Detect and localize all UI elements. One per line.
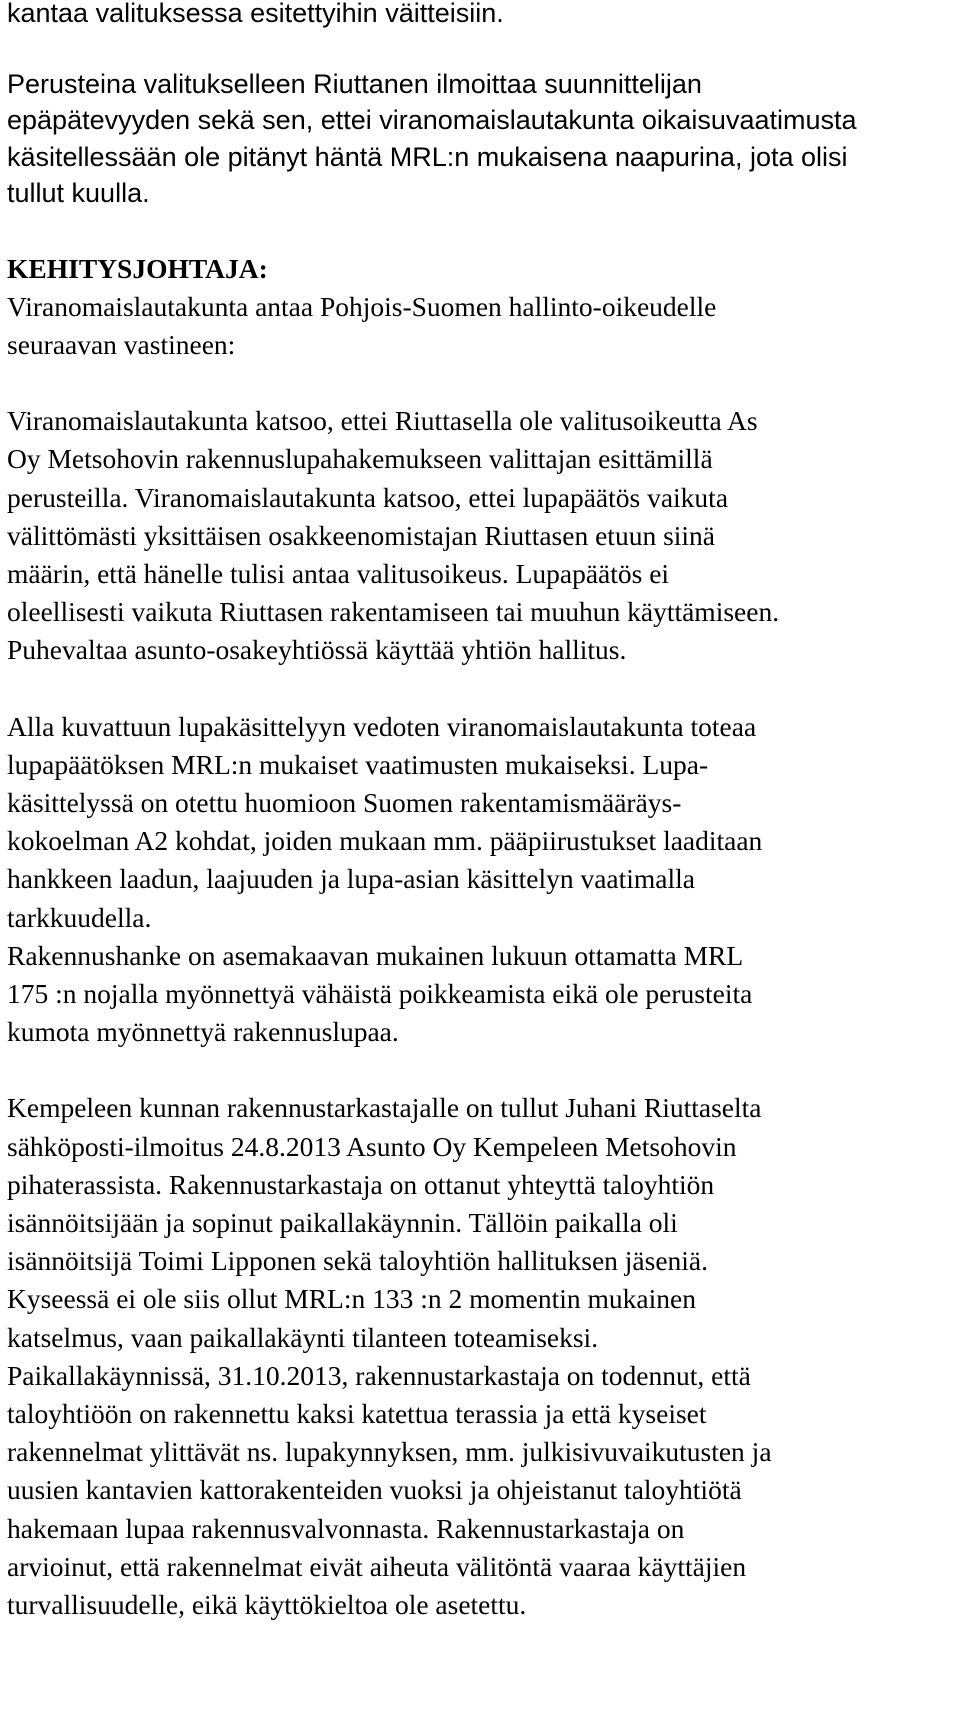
text-line: turvallisuudelle, eikä käyttökieltoa ole asetettu. [7,1589,527,1620]
grounds-paragraph [7,66,952,212]
text-line: Paikallakäynnissä, 31.10.2013, rakennustarkastaja on todennut, että [7,1359,751,1391]
text-line: arvioinut, että rakennelmat eivät aiheuta välitöntä vaaraa käyttäjien [7,1550,747,1582]
text-line: määrin, että hänelle tulisi antaa valitusoikeus. Lupapäätös ei [7,557,670,589]
paragraph-standing [7,402,952,669]
text-line: Rakennushanke on asemakaavan mukainen lukuun ottamatta MRL [7,939,744,971]
text-line: Perusteina valitukselleen Riuttanen ilmoittaa suunnittelijan [7,68,702,99]
text-line: isännöitsijään ja sopinut paikallakäynnin. Tällöin paikalla oli [7,1206,678,1238]
text-line: hankkeen laadun, laajuuden ja lupa-asian käsittelyn vaatimalla [7,863,695,895]
text-line: perusteilla. Viranomaislautakunta katsoo, ettei lupapäätös vaikuta [7,481,729,513]
section-heading: KEHITYSJOHTAJA: [7,252,268,284]
text-line: hakemaan lupaa rakennusvalvonnasta. Rakennustarkastaja on [7,1512,685,1544]
text-line: 175 :n nojalla myönnettyä vähäistä poikkeamista eikä ole perusteita [7,977,753,1009]
text-line: Kempeleen kunnan rakennustarkastajalle on tullut Juhani Riuttaselta [7,1092,762,1124]
text-line: rakennelmat ylittävät ns. lupakynnyksen, mm. julkisivuvaikutusten ja [7,1436,772,1468]
text-line: katselmus, vaan paikallakäynti tilanteen toteamiseksi. [7,1321,599,1353]
text-line: tullut kuulla. [7,178,150,208]
text-line: taloyhtiöön on rakennettu kaksi katettua terassia ja että kyseiset [7,1397,707,1429]
text-line: kantaa valituksessa esitettyihin väitteisiin. [7,0,504,28]
text-line: Alla kuvattuun lupakäsittelyyn vedoten viranomaislautakunta toteaa [7,710,757,742]
text-line: isännöitsijä Toimi Lipponen sekä taloyhtiön hallituksen jäseniä. [7,1245,708,1277]
text-line: sähköposti-ilmoitus 24.8.2013 Asunto Oy Kempeleen Metsohovin [7,1130,737,1162]
intro-paragraph [7,0,952,32]
paragraph-permit-review [7,708,952,1052]
section-statement [7,250,952,365]
text-line: uusien kantavien kattorakenteiden vuoksi ja ohjeistanut taloyhtiötä [7,1474,742,1506]
text-line: kumota myönnettyä rakennuslupaa. [7,1016,399,1048]
text-line: seuraavan vastineen: [7,328,236,360]
text-line: välittömästi yksittäisen osakkeenomistajan Riuttasen etuun siinä [7,519,716,551]
text-line: Oy Metsohovin rakennuslupahakemukseen valittajan esittämillä [7,443,713,475]
text-line: Viranomaislautakunta antaa Pohjois-Suomen hallinto-oikeudelle [7,290,717,322]
text-line: tarkkuudella. [7,901,152,933]
text-line: pihaterassista. Rakennustarkastaja on ottanut yhteyttä taloyhtiön [7,1168,715,1200]
text-line: oleellisesti vaikuta Riuttasen rakentamiseen tai muuhun käyttämiseen. [7,596,780,628]
text-line: Kyseessä ei ole siis ollut MRL:n 133 :n 2 momentin mukainen [7,1283,696,1315]
text-line: kokoelman A2 kohdat, joiden mukaan mm. pääpiirustukset laaditaan [7,825,763,857]
text-line: lupapäätöksen MRL:n mukaiset vaatimusten mukaiseksi. Lupa- [7,748,709,780]
text-line: Puhevaltaa asunto-osakeyhtiössä käyttää yhtiön hallitus. [7,634,627,666]
text-line: epäpätevyyden sekä sen, ettei viranomaislautakunta oikaisuvaatimusta [7,105,857,135]
text-line: käsitellessään ole pitänyt häntä MRL:n mukaisena naapurina, jota olisi [7,141,848,172]
text-line: käsittelyssä on otettu huomioon Suomen rakentamismääräys- [7,786,682,818]
document-page [7,0,952,1624]
paragraph-site-visit [7,1089,952,1624]
text-line: Viranomaislautakunta katsoo, ettei Riuttasella ole valitusoikeutta As [7,405,758,437]
